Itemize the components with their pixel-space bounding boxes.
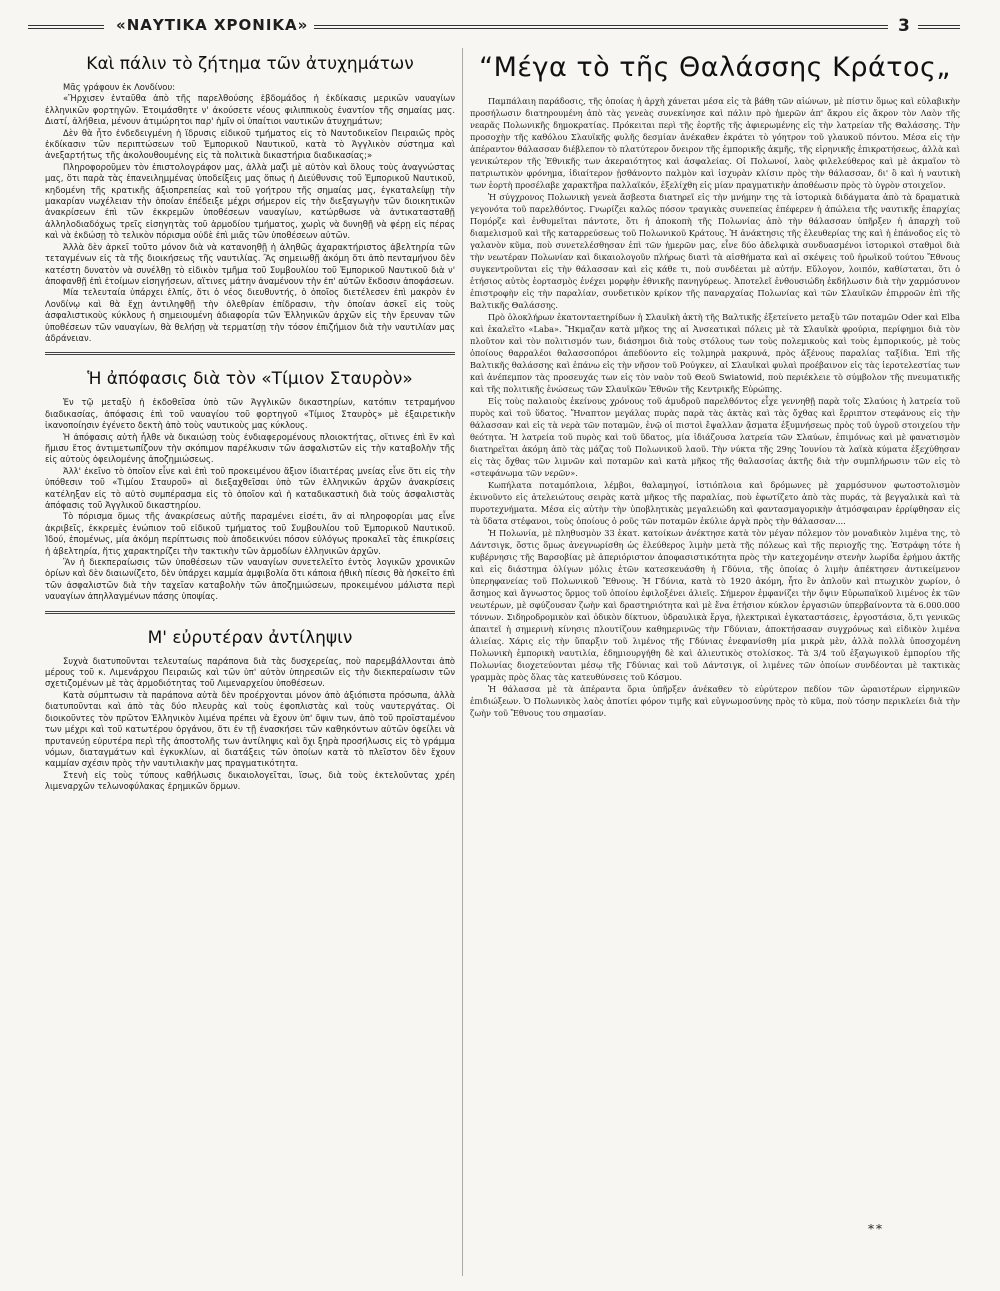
header-rule-left — [28, 25, 104, 29]
right-column — [470, 48, 960, 719]
article-paragraph: Συχνὰ διατυποῦνται τελευταίως παράπονα διὰ τὰς δυσχερείας, ποὺ παρεμβάλλονται ἀπὸ μέρους τοῦ κ. Λιμενάρχου Πειραιῶς καὶ τῶν ὑπ' αὐτὸν ὑπηρεσιῶν εἰς τὴν διεκπεραίωσιν τῶν σχετιζομένων μὲ τὰς ἁρμοδιότητας τοῦ Λιμεναρχείου ὑποθέσεων. — [45, 655, 455, 689]
article-paragraph: Ἡ ἀπόφασις αὐτὴ ἦλθε νὰ δικαιώσῃ τοὺς ἐνδιαφερομένους πλοιοκτήτας, οἵτινες ἐπὶ ἓν καὶ ἥμισυ ἔτος ἀντιμετωπίζουν τὴν σκόπιμον παρέλκυσιν τῶν ἀσφαλιστῶν εἰς τὴν καταβολὴν τῆς εἰς αὐτοὺς ὀφειλομένης ἀποζημιώσεως. — [45, 431, 455, 465]
article-paragraph: «Ἤρχισεν ἐνταῦθα ἀπὸ τῆς παρελθούσης ἑβδομάδος ἡ ἐκδίκασις μερικῶν ναυαγίων ἑλληνικῶν φορτηγῶν. Ἑτοιμάσθητε ν' ἀκούσετε νέους φιλιππικοὺς ἐναντίον τῆς σημαίας μας. Διατί, ἀλήθεια, μένουν ἀτιμώρητοι παρ' ἡμῖν οἱ ὑπαίτιοι ναυτικῶν ἀτυχημάτων; — [45, 93, 455, 127]
page-number: 3 — [892, 16, 916, 36]
article-paragraph: Τὸ πόρισμα ὅμως τῆς ἀνακρίσεως αὐτῆς παραμένει εἰσέτι, ἂν αἱ πληροφορίαι μας εἶνε ἀκριβεῖς, ἐκκρεμὲς ἐνώπιον τοῦ εἰδικοῦ τμήματος τοῦ Συμβουλίου τοῦ Ἐμπορικοῦ Ναυτικοῦ. Ἰδού, ἑπομένως, μία ἀκόμη περίπτωσις ποὺ ἀποδεικνύει πόσον εὐλόγως προκαλεῖ τὰς ἐπικρίσεις ἡ ἀβελτηρία, ἥτις χαρακτηρίζει τὴν τακτικὴν τῶν ἁρμοδίων ἑλληνικῶν ἀρχῶν. — [45, 511, 455, 556]
article-paragraph: Ἀλλὰ δὲν ἀρκεῖ τοῦτο μόνον διὰ νὰ κατανοηθῇ ἡ ἀληθῶς ἀχαρακτήριστος ἀβελτηρία τῶν τεταγμένων εἰς τὰ τῆς διοικήσεως τῆς ναυτιλίας. Ἂς σημειωθῇ ἀκόμη ὅτι ἀπὸ πενταμήνου δὲν κατέστη δυνατὸν νὰ συνέλθῃ τὸ εἰδικὸν τμῆμα τοῦ Συμβουλίου τοῦ Ἐμπορικοῦ Ναυτικοῦ διὰ ν' ἀποφανθῇ ἐπὶ ἑτοίμων εἰσηγήσεων, αἵτινες μάτην ἀναμένουν τὴν ἐπ' αὐτῶν ἔκδοσιν ἀποφάσεων. — [45, 241, 455, 286]
section-separator — [45, 611, 455, 614]
header-rule-middle — [288, 25, 888, 29]
end-mark: ** — [868, 1222, 884, 1236]
article-paragraph: Ἀλλ' ἐκεῖνο τὸ ὁποῖον εἶνε καὶ ἐπὶ τοῦ προκειμένου ἄξιον ἰδιαιτέρας μνείας εἶνε ὅτι εἰς τὴν ὑπόθεσιν τοῦ «Τιμίου Σταυροῦ» αἱ διεξαχθεῖσαι ὑπὸ τῶν ἑλληνικῶν ἀρχῶν ἀνακρίσεις κατέληξαν εἰς τὸ αὐτὸ συμπέρασμα εἰς τὸ ὁποῖον καὶ ἡ καταδικαστικὴ διὰ τοὺς ἀσφαλιστὰς ἀπόφασις τοῦ Ἀγγλικοῦ δικαστηρίου. — [45, 465, 455, 510]
column-divider — [462, 48, 463, 1276]
article-paragraph: Πληροφοροῦμεν τὸν ἐπιστολογράφον μας, ἀλλὰ μαζὶ μὲ αὐτὸν καὶ ὅλους τοὺς ἀναγνώστας μας, ὅτι παρὰ τὰς ἐπανειλημμένας ὑποδείξεις μας ὅπως ἡ Διεύθυνσις τοῦ Ἐμπορικοῦ Ναυτικοῦ, κηδομένη τῆς κρατικῆς ἀξιοπρεπείας καὶ τοῦ γοήτρου τῆς σημαίας μας, ἐγκαταλείψῃ τὴν μακαρίαν νωχέλειαν τὴν ὁποίαν ἐπέδειξε μέχρι σήμερον εἰς τὴν διεξαγωγὴν τῶν διοικητικῶν ἀνακρίσεων ἐπὶ τῶν ἐκκρεμῶν ὑποθέσεων ναυαγίων, κατώρθωσε νὰ ἀντικατασταθῇ ἀλληλοδιαδόχως τρεῖς εἰσηγητὰς τοῦ ἁρμοδίου τμήματος, χωρὶς νὰ δυνηθῇ νὰ φέρῃ εἰς πέρας καὶ νὰ ἐκδώσῃ τὸ τελικὸν πόρισμα οὐδὲ ἐπὶ μιᾶς τῶν ὑποθέσεων αὐτῶν. — [45, 161, 455, 241]
section-separator — [45, 352, 455, 355]
article-paragraph: Ἡ σύγχρονος Πολωνικὴ γενεὰ ἄσβεστα διατηρεῖ εἰς τὴν μνήμην της τὰ ἱστορικὰ διδάγματα ἀπὸ τὰ δραματικὰ γεγονότα τοῦ παρελθόντος. Γνωρίζει καλῶς πόσον τραγικὰς συνεπείας ἐπέφερεν ἡ ἀπώλεια τῆς ναυτικῆς ἐπαρχίας Πομόρζε καὶ ἐνθυμεῖται πάντοτε, ὅτι ἡ ἀποκοπὴ τῆς Πολωνίας ἀπὸ τὴν θάλασσαν ὑπῆρξεν ἡ ἀπαρχὴ τοῦ διαμελισμοῦ καὶ τῆς καταρρεύσεως τοῦ Πολωνικοῦ Κράτους. Ἡ ἀνάκτησις τῆς ἐλευθερίας της καὶ ἡ ἐπάνοδος εἰς τὸ γαλανὸν κῦμα, ποὺ συνετελέσθησαν ἐπὶ τῶν ἡμερῶν μας, εἶνε δύο ἀδελφικὰ συνδυασμένοι ἱστορικοὶ σταθμοὶ διὰ τὴν νεωτέραν Πολωνίαν καὶ δικαιολογοῦν πλήρως διατὶ τὰ αἰσθήματα καὶ αἱ σκέψεις τοῦ ἡρωϊκοῦ τούτου Ἔθνους συγκεντροῦνται εἰς τὴν θάλασσαν καὶ εἰς κάθε τι, ποὺ συνδέεται μὲ αὐτήν. Εὔλογον, λοιπόν, καθίσταται, ὅτι ὁ ἐτήσιος αὐτὸς ἑορτασμὸς ἐνέχει μορφὴν ἐθνικῆς πανηγύρεως. Ἀποτελεῖ ἐνθουσιώδη ἐκδήλωσιν διὰ τὴν χαρμόσυνον ἐπιστροφὴν εἰς τὴν παραλίαν, συνδετικὸν κρίκον τῆς παναρχαίας Πολωνίας καὶ τῶν Σλαυϊκῶν ἐπιρροῶν ἐπὶ τῆς Βαλτικῆς Θαλάσσης. — [470, 192, 960, 310]
article-title: Ἡ ἀπόφασις διὰ τὸν «Τίμιον Σταυρὸν» — [87, 369, 413, 390]
page-header — [28, 14, 960, 38]
article-accidents — [45, 54, 455, 344]
article-sea-power — [470, 52, 960, 719]
article-paragraph: Ἡ Πολωνία, μὲ πληθυσμὸν 33 ἑκατ. κατοίκων ἀνέκτησε κατὰ τὸν μέγαν πόλεμον τὸν μοναδικὸν λιμένα της, τὸ Δάντσιγκ, ὅστις ὅμως ἀνεγνωρίσθη ὡς ἐλεύθερος λιμὴν μετὰ τῆς πόλεως καὶ τῆς περιοχῆς της. Ἐστράφη τότε ἡ κυβέρνησις τῆς Βαρσοβίας μὲ ἀπεριόριστον ἀποφασιστικότητα πρὸς τὴν κατεχομένην στενὴν λωρίδα ἐρήμου ἀκτῆς καὶ εἰς διάστημα ὀλίγων μόλις ἐτῶν κατεσκευάσθη ἡ Γδύνια, τῆς ὁποίας ὁ λιμὴν ἀπέκτησεν ἀντικείμενον ὑπερηφανείας τοῦ Πολωνικοῦ Ἔθνους. Ἡ Γδύνια, κατὰ τὸ 1920 ἀκόμη, ἦτο ἓν ἁπλοῦν καὶ πτωχικὸν χωρίον, ὁ ἄσημος καὶ ἄγνωστος ὅρμος τοῦ ὁποίου ἐφιλοξένει ἁλιεῖς. Σήμερον ἐμφανίζει τὴν ὄψιν Εὐρωπαϊκοῦ λιμένος ἐκ τῶν νεωτέρων, μὲ σφύζουσαν ζωὴν καὶ δραστηριότητα καὶ μὲ ἕνα ἐτήσιον κύκλον ἐργασιῶν ὑπερβαίνοντα τὰ 6.000.000 τόννων. Σιδηροδρομικὸν καὶ ὁδικὸν δίκτυον, ὑδραυλικὰ ἔργα, ἠλεκτρικαὶ ἐγκαταστάσεις, ἐργοστάσια, ὅ,τι γενικῶς ἀπαιτεῖ ἡ σημερινὴ κίνησις πλουτίζουν καθημερινῶς τὴν Γδύνιαν, ἀποκτήσασαν συγχρόνως καὶ εἰδικὸν λιμένα ἁλιείας. Χάρις εἰς τὴν ὕπαρξιν τοῦ λιμένος τῆς Γδύνιας ἐνεφανίσθη μία μικρὰ μὲν, ἀλλὰ πολλὰ ὑποσχομένη Πολωνικὴ ἐμπορικὴ ναυτιλία, ἐδημιουργήθη δὲ καὶ ἁλιευτικὸς στολίσκος. Τὰ 3/4 τοῦ ἐξαγωγικοῦ ἐμπορίου τῆς Πολωνίας διοχετεύονται μέσῳ τῆς Γδύνιας καὶ τοῦ Δάντσιγκ, οἱ λιμένες τῶν ὁποίων συνδέονται μὲ τακτικὰς γραμμὰς πρὸς ὅλας τὰς κατευθύνσεις τοῦ Κόσμου. — [470, 528, 960, 682]
article-broader-perception — [45, 628, 455, 793]
article-title: Καὶ πάλιν τὸ ζήτημα τῶν ἀτυχημάτων — [86, 54, 414, 74]
article-paragraph: Δὲν θὰ ἦτο ἐνδεδειγμένη ἡ ἵδρυσις εἰδικοῦ τμήματος εἰς τὸ Ναυτοδικεῖον Πειραιῶς πρὸς ἐκδίκασιν τῶν περιπτώσεων τοῦ Ἐμπορικοῦ Ναυτικοῦ, κατὰ τὸ Ἀγγλικὸν σύστημα καὶ ἀνεξαρτήτως τῆς ἀκολουθουμένης εἰς τὰ πολιτικὰ δικαστήρια διαδικασίας;» — [45, 127, 455, 161]
publication-title: «ΝΑΥΤΙΚΑ ΧΡΟΝΙΚΑ» — [110, 16, 314, 34]
article-paragraph: Παμπάλαιη παράδοσις, τῆς ὁποίας ἡ ἀρχὴ χάνεται μέσα εἰς τὰ βάθη τῶν αἰώνων, μὲ πίστιν ὅμως καὶ εὐλαβικὴν προσήλωσιν διατηρουμένη ἀπὸ τὰς γενεὰς συνεκίνησε καὶ πάλιν πρὸ ἡμερῶν ἀπ' ἄκρου εἰς ἄκρον τὸν Λαὸν τῆς νεαρᾶς Πολωνικῆς δημοκρατίας. Πρόκειται περὶ τῆς ἑορτῆς τῆς ἀφιερωμένης εἰς τὴν λατρείαν τῆς Θαλάσσης. Τὴν προσοχὴν τῆς καθόλου Σλαυϊκῆς φυλῆς δεσμίαν ἀνέκαθεν ἐκράτει τὸ γόητρον τοῦ γλαυκοῦ πόντου. Μέσα εἰς τὴν ἀπέραντον θάλασσαν διέβλεπον τὸ πλατύτερον ὄνειρον τῆς ἐμπορικῆς ἀκμῆς, τῆς εἰρηνικῆς ἐπικρατήσεως, ἀλλὰ καὶ γενικώτερον τῆς Ἐθνικῆς των ἀκεραιότητος καὶ ἀσφαλείας. Οἱ Πολωνοί, λαὸς φιλελεύθερος καὶ μὲ ἀκμαῖον τὸ πατριωτικὸν φρόνημα, ἰδιαίτερον ᾐσθάνοντο παλμὸν καὶ ἰσχυρὰν κλίσιν πρὸς τὴν θάλασσαν, δι' ὃ καὶ ἡ ναυτικὴ των ἑορτὴ προσέλαβε χαρακτῆρα παλλαϊκόν, ἐξελίχθη εἰς μίαν πραγματικὴν ἀποθέωσιν πρὸς τὸ ὑγρὸν στοιχεῖον. — [470, 96, 960, 190]
article-paragraph: Κατὰ σύμπτωσιν τὰ παράπονα αὐτὰ δὲν προέρχονται μόνον ἀπὸ ἀξιόπιστα πρόσωπα, ἀλλὰ διατυποῦνται καὶ ἀπὸ τὰς δύο πλευρὰς καὶ τοὺς ἐφοπλιστὰς καὶ τοὺς ναυτεργάτας. Οἱ διοικοῦντες τὸν πρῶτον Ἑλληνικὸν λιμένα πρέπει νὰ ἔχουν ὑπ' ὄψιν των, ἀπὸ τοῦ προϊσταμένου των μέχρι καὶ τοῦ κατωτέρου ὀργάνου, ὅτι ἐν τῇ ἐνασκήσει τῶν καθηκόντων αὐτῶν ὀφείλει νὰ πρυτανεύῃ εὐρυτέρα περὶ τῆς ἀποστολῆς των ἀντίληψις καὶ ὄχι ξηρὰ προσήλωσις εἰς τὸ γράμμα νόμων, διαταγμάτων καὶ ἐγκυκλίων, αἱ διατάξεις τῶν ὁποίων κατὰ τὸ πλεῖστον δὲν ἔχουν καμμίαν σχέσιν πρὸς τὴν ναυτιλιακὴν μας πραγματικότητα. — [45, 689, 455, 769]
article-timios-stavros — [45, 369, 455, 602]
article-paragraph: Στενὴ εἰς τοὺς τύπους καθήλωσις δικαιολογεῖται, ἴσως, διὰ τοὺς ἐκτελοῦντας χρέη λιμεναρχῶν τελωνοφύλακας ἐρημικῶν ὅρμων. — [45, 769, 455, 792]
header-rule-right — [918, 25, 960, 29]
article-paragraph: Ἡ θάλασσα μὲ τὰ ἀπέραντα ὅρια ὑπῆρξεν ἀνέκαθεν τὸ εὐρύτερον πεδίον τῶν ὡραιοτέρων εἰρηνικῶν ἐπιδιώξεων. Ὁ Πολωνικὸς λαὸς ἀποτίει φόρον τιμῆς καὶ εὐγνωμοσύνης πρὸς τὸ κῦμα, ποὺ τόσην περικλείει διὰ τὴν ζωὴν τοῦ Ἔθνους του σημασίαν. — [470, 684, 960, 718]
article-title: Μ' εὐρυτέραν ἀντίληψιν — [147, 627, 353, 648]
article-title: “Μέγα τὸ τῆς Θαλάσσης Κράτος„ — [479, 52, 951, 83]
article-paragraph: Μᾶς γράφουν ἐκ Λονδίνου: — [63, 82, 176, 92]
article-paragraph: Μία τελευταία ὑπάρχει ἐλπίς, ὅτι ὁ νέος διευθυντής, ὁ ὁποῖος διετέλεσεν ἐπὶ μακρὸν ἐν Λονδίνῳ καὶ θὰ ἔχῃ ἀντιληφθῇ τὴν ὀλεθρίαν ἐπίδρασιν, τὴν ὁποίαν ἀσκεῖ εἰς τοὺς ἀσφαλιστικοὺς κύκλους ἡ σημειουμένη ἀδιαφορία τῶν Ἑλληνικῶν ἀρχῶν εἰς τὴν ἔρευναν τῶν ὑποθέσεων τῶν ναυαγίων, θὰ θελήσῃ νὰ τερματίσῃ τὴν τόσον ἐπιζήμιον διὰ τὴν ναυτιλίαν μας ἀδράνειαν. — [45, 287, 455, 343]
left-column — [45, 48, 455, 793]
article-paragraph: Εἰς τοὺς παλαιοὺς ἐκείνους χρόνους τοῦ ἀμυδροῦ παρελθόντος εἶχε γεννηθῇ παρὰ τοῖς Σλαύοις ἡ λατρεία τοῦ πυρὸς καὶ τοῦ ὕδατος. Ἤναπτον μεγάλας πυρὰς παρὰ τὰς ἀκτὰς καὶ τὰς ὄχθας καὶ ἔρριπτον στεφάνους εἰς τὴν θάλασσαν καὶ εἰς τὰ νερὰ τῶν ποταμῶν, ἐνῷ οἱ πιστοὶ ἔψαλλαν ᾄσματα ἐξυμνήσεως πρὸς τοῦ ὑγροῦ στοιχείου τὴν θεότητα. Ἡ λατρεία τοῦ πυρὸς καὶ τοῦ ὕδατος, μία ἰδιάζουσα λατρεία τῶν Σλαύων, ἐπιμόνως καὶ μὲ φανατισμὸν διατηρεῖται ἀκόμη ἀπὸ τὰς μάζας τοῦ Πολωνικοῦ λαοῦ. Τὴν νύκτα τῆς 29ης Ἰουνίου τὰ λαϊκὰ κύματα ἐξεχύθησαν εἰς τὰς ὄχθας τῶν λιμνῶν καὶ ποταμῶν καὶ κατὰ μῆκος τῆς θαλασσίας ἀκτῆς διὰ τὴν συμπλήρωσιν τῶν εἰς τὸ «στεφάνωμα τῶν νερῶν». — [470, 396, 960, 478]
article-paragraph: Ἂν ἡ διεκπεραίωσις τῶν ὑποθέσεων τῶν ναυαγίων συνετελεῖτο ἐντὸς λογικῶν χρονικῶν ὁρίων καὶ δὲν διαιωνίζετο, δὲν ὑπάρχει καμμία ἀμφιβολία ὅτι κάποια ἠθικὴ πίεσις θὰ ἠσκεῖτο ἐπὶ τῶν ἀσφαλιστῶν διὰ τὴν ταχεῖαν καταβολὴν τῶν ἀποζημιώσεων, προκειμένου μάλιστα περὶ ναυαγίων ἀπηλλαγμένων πάσης ὑποψίας. — [45, 557, 455, 602]
article-paragraph: Κωπήλατα ποταμόπλοια, λέμβοι, θαλαμηγοί, ἱστιόπλοια καὶ δρόμωνες μὲ χαρμόσυνον φωτοστολισμὸν ἐκινοῦντο εἰς ἀτελειώτους σειρὰς κατὰ μῆκος τῆς παραλίας, ποὺ ἐφωτίζετο ἀπὸ τὰς πυράς, τὰ βεγγαλικὰ καὶ τὰ πυροτεχνήματα. Μέσα εἰς αὐτὴν τὴν ὑποβλητικὰς μεγαλειώδη καὶ φαντασμαγορικὴν ἀτμόσφαιραν ἐρρίφθησαν εἰς τὰ ὕδατα στέφανοι, τοὺς ὁποίους ὁ ροῦς τῶν ποταμῶν ἐκύλιε ἀργὰ πρὸς τὴν θάλασσαν.... — [470, 480, 960, 526]
article-paragraph: Πρὸ ὁλοκλήρων ἑκατονταετηρίδων ἡ Σλαυϊκὴ ἀκτὴ τῆς Βαλτικῆς ἐξετείνετο μεταξὺ τῶν ποταμῶν Oder καὶ Elba καὶ ἐκαλεῖτο «Laba». Ἤκμαζαν κατὰ μῆκος της αἱ Ἀνσεατικαὶ πόλεις μὲ τὰ Σλαυϊκὰ φρούρια, περίφημοι διὰ τὸν πλοῦτον καὶ τὸν πολιτισμόν των, διάσημοι διὰ τοὺς στόλους των τοὺς πολεμικοὺς καὶ τοὺς ἐμπορικούς, μὲ τοὺς ὁποίους θαρραλέοι θαλασσοπόροι ἀπεδύοντο εἰς τολμηρὰ μακρυνά, πρὸς ἀξένους παραλίας ταξίδια. Ἐπὶ τῆς Βαλτικῆς θαλάσσης καὶ ἐπάνω εἰς τὴν νῆσον τοῦ Ρούγκεν, αἱ Σλαυϊκαὶ φυλαὶ προέβαινον εἰς τὰς ἱεροτελεστίας των καὶ ἀνέπεμπον τὰς προσευχάς των εἰς τὸν ναὸν τοῦ Θεοῦ Swiatowid, ποὺ περιέκλειε τὸ σύμβολον τῆς πνευματικῆς καὶ τῆς πολιτικῆς ἑνώσεως τῶν Σλαυϊκῶν Ἐθνῶν τῆς Κεντρικῆς Εὐρώπης. — [470, 312, 960, 394]
article-paragraph: Ἐν τῷ μεταξὺ ἡ ἐκδοθεῖσα ὑπὸ τῶν Ἀγγλικῶν δικαστηρίων, κατόπιν τετραμήνου διαδικασίας, ἀπόφασις ἐπὶ τοῦ ναυαγίου τοῦ φορτηγοῦ «Τίμιος Σταυρὸς» μὲ ἐξαιρετικὴν ἱκανοποίησιν ἐγένετο δεκτὴ ἀπὸ τοὺς ναυτικοὺς μας κύκλους. — [45, 397, 455, 431]
